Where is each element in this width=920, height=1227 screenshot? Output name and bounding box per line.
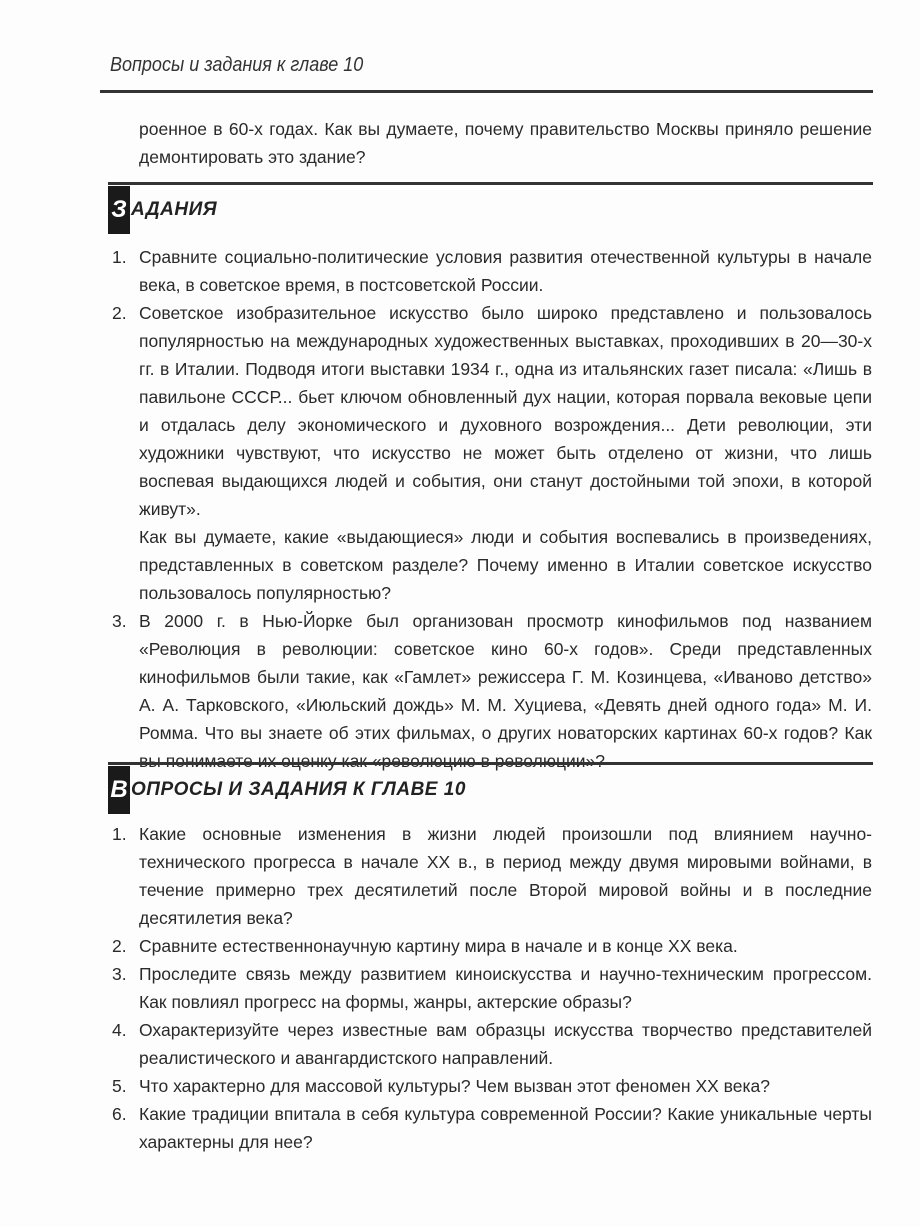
item-text: Сравните социально-политические условия развития отечественной культуры в начале века, в советское время, в постсоветской России. [139, 247, 872, 295]
list-item [112, 1072, 872, 1100]
tasks-section-rule [108, 182, 873, 185]
list-item [112, 932, 872, 960]
item-number: 1. [112, 824, 127, 844]
item-number: 3. [112, 964, 127, 984]
tasks-section-title: АДАНИЯ [131, 199, 218, 220]
item-text: Что характерно для массовой культуры? Чем вызван этот феномен XX века? [139, 1076, 770, 1096]
item-text: В 2000 г. в Нью-Йорке был организован просмотр кинофильмов под названием «Революция в революции: советское кино 60-х годов». Среди представленных кинофильмов были такие, как «Гамлет» режиссера Г. М. Козинцева, «Иваново детство» А. А. Тарковского, «Июльский дождь» М. М. Хуциева, «Девять дней одного года» М. И. Ромма. Что вы знаете об этих фильмах, о других новаторских картинах 60-х годов? Как вы понимаете их оценку как «революцию в революции»? [139, 611, 872, 771]
tasks-list [112, 243, 872, 775]
item-number: 4. [112, 1020, 127, 1040]
item-number: 2. [112, 936, 127, 956]
list-item [112, 607, 872, 775]
item-text: Какие основные изменения в жизни людей произошли под влиянием научно-технического прогресса в начале XX в., в период между двумя мировыми войнами, в течение примерно трех десятилетий после Второй мировой войны и в последние десятилетия века? [139, 824, 872, 928]
item-text: Советское изобразительное искусство было широко представлено и пользовалось популярностью на международных художественных выставках, проходивших в 20—30-х гг. в Италии. Подводя итоги выставки 1934 г., одна из итальянских газет писала: «Лишь в павильоне СССР... бьет ключом обновленный дух нации, которая порвала вековые цепи и отдалась делу экономического и духовного возрождения... Дети революции, эти художники чувствуют, что искусство не может быть отделено от жизни, что лишь воспевая выдающихся людей и события, они станут достойными той эпохи, в которой живут». [139, 303, 872, 519]
chapter-drop-cap: В [108, 766, 130, 814]
item-text: Как вы думаете, какие «выдающиеся» люди и события воспевались в произведениях, представленных в советском разделе? Почему именно в Италии советское искусство пользовалось популярностью? [139, 527, 872, 603]
running-head: Вопросы и задания к главе 10 [110, 54, 364, 76]
list-item [112, 1016, 872, 1072]
list-item [112, 820, 872, 932]
chapter-section-heading [108, 766, 466, 814]
item-number: 6. [112, 1104, 127, 1124]
list-item [112, 1100, 872, 1156]
list-item [112, 960, 872, 1016]
item-text: Проследите связь между развитием киноискусства и научно-техническим прогрессом. Как повлиял прогресс на формы, жанры, актерские образы? [139, 964, 872, 1012]
tasks-section-heading [108, 186, 217, 234]
item-number: 3. [112, 611, 127, 631]
item-text: Охарактеризуйте через известные вам образцы искусства творчество представителей реалистического и авангардистского направлений. [139, 1020, 872, 1068]
header-rule [100, 90, 873, 93]
list-item [112, 243, 872, 299]
item-number: 2. [112, 303, 127, 323]
intro-paragraph: роенное в 60-х годах. Как вы думаете, почему правительство Москвы приняло решение демонтировать это здание? [139, 119, 872, 167]
chapter-questions-list [112, 820, 872, 1156]
item-text: Сравните естественнонаучную картину мира в начале и в конце XX века. [139, 936, 738, 956]
list-item [112, 299, 872, 607]
item-text: Какие традиции впитала в себя культура современной России? Какие уникальные черты характерны для нее? [139, 1104, 872, 1152]
item-number: 5. [112, 1076, 127, 1096]
item-number: 1. [112, 247, 127, 267]
tasks-drop-cap: З [108, 186, 130, 234]
chapter-section-rule [108, 762, 873, 765]
chapter-section-title: ОПРОСЫ И ЗАДАНИЯ К ГЛАВЕ 10 [131, 779, 466, 800]
